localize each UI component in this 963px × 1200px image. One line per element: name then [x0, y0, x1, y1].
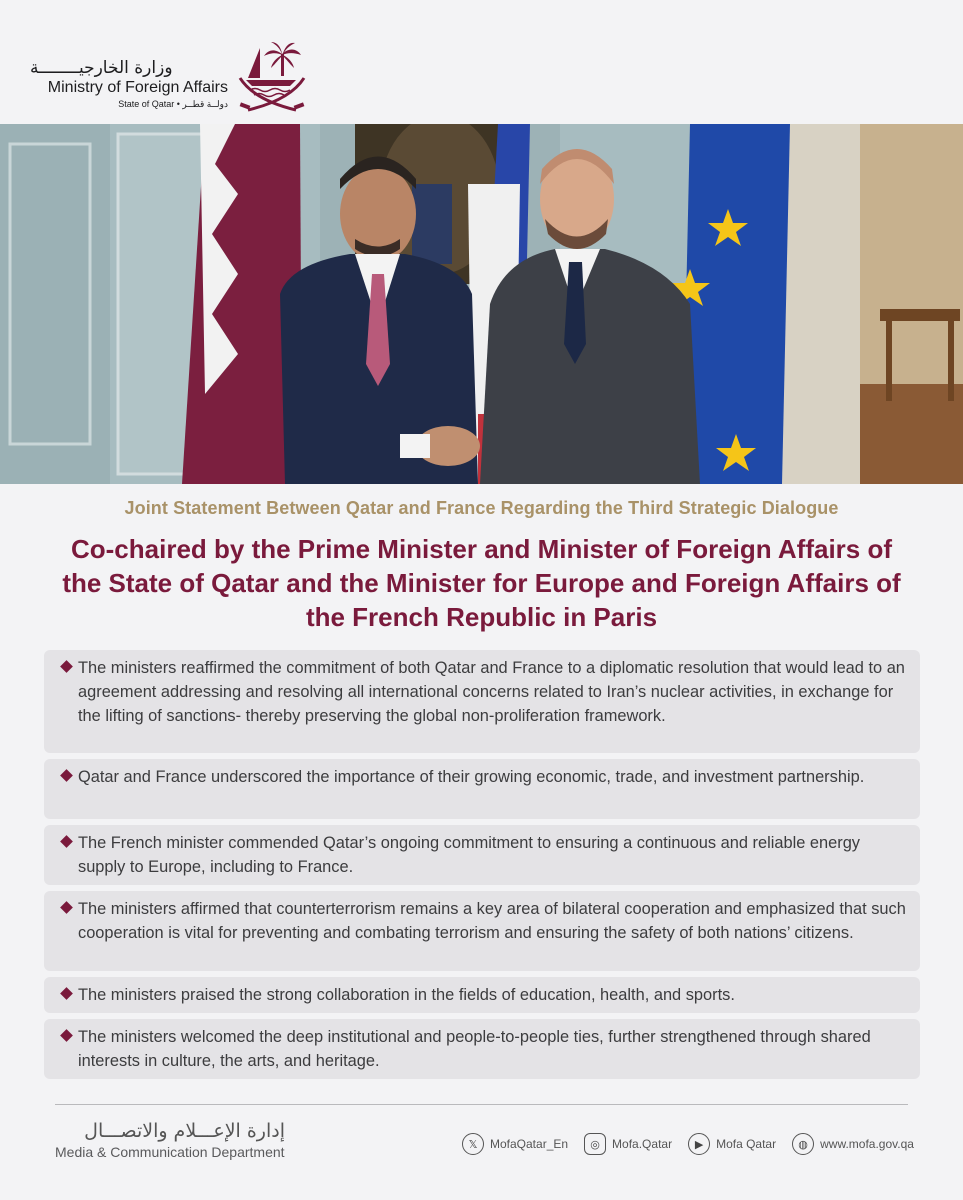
header	[0, 0, 963, 124]
list-item	[44, 825, 920, 885]
list-item-text: The ministers reaffirmed the commitment of both Qatar and France to a diplomatic resolution that would lead to an agreement addressing and resolving all international concerns related to Iran’s nuclear activities, in exchange for the lifting of sanctions- thereby preserving the global non-proliferation framework.	[78, 659, 905, 725]
state-of-qatar-label: State of Qatar • دولــة قطــر	[118, 99, 228, 109]
statement-headline: Co-chaired by the Prime Minister and Minister of Foreign Affairs of the State of Qatar and the Minister for Europe and Foreign Affairs of the French Republic in Paris	[62, 534, 901, 632]
youtube-handle: Mofa Qatar	[716, 1137, 777, 1151]
x-handle: MofaQatar_En	[490, 1137, 569, 1151]
department-name-arabic: إدارة الإعـــلام والاتصـــال	[84, 1120, 285, 1142]
youtube-icon: ▶	[688, 1133, 710, 1155]
list-item-text: The French minister commended Qatar’s ongoing commitment to ensuring a continuous and reliable energy supply to Europe, including to France.	[78, 834, 861, 876]
list-item-text: The ministers affirmed that counterterrorism remains a key area of bilateral cooperation and emphasized that such cooperation is vital for preventing and combating terrorism and ensuring the safety of both nations’ citizens.	[78, 900, 906, 942]
x-link[interactable]	[462, 1133, 568, 1155]
statement-points-list	[44, 650, 920, 1085]
qatar-emblem-icon	[234, 38, 310, 114]
x-icon: 𝕏	[462, 1133, 484, 1155]
footer-divider	[55, 1104, 908, 1105]
diamond-bullet-icon	[60, 1029, 73, 1042]
globe-icon: ◍	[792, 1133, 814, 1155]
list-item	[44, 977, 920, 1013]
statement-kicker: Joint Statement Between Qatar and France Regarding the Third Strategic Dialogue	[124, 498, 839, 518]
website-url: www.mofa.gov.qa	[820, 1137, 914, 1151]
instagram-link[interactable]	[584, 1133, 672, 1155]
social-links	[462, 1133, 930, 1155]
ministers-handshake-photo	[0, 124, 963, 484]
website-link[interactable]	[792, 1133, 914, 1155]
ministry-name-english: Ministry of Foreign Affairs	[47, 79, 228, 96]
diamond-bullet-icon	[60, 769, 73, 782]
list-item	[44, 1019, 920, 1079]
list-item	[44, 650, 920, 753]
instagram-handle: Mofa.Qatar	[612, 1137, 673, 1151]
diamond-bullet-icon	[60, 987, 73, 1000]
diamond-bullet-icon	[60, 660, 73, 673]
ministry-logo-text	[28, 58, 228, 110]
list-item	[44, 891, 920, 971]
department-name-english: Media & Communication Department	[55, 1144, 285, 1160]
list-item-text: Qatar and France underscored the importance of their growing economic, trade, and investment partnership.	[78, 768, 865, 786]
list-item-text: The ministers praised the strong collaboration in the fields of education, health, and sports.	[78, 986, 735, 1004]
diamond-bullet-icon	[60, 835, 73, 848]
ministry-name-arabic: وزارة الخارجيــــــــة	[30, 58, 173, 78]
youtube-link[interactable]	[688, 1133, 776, 1155]
list-item-text: The ministers welcomed the deep institutional and people-to-people ties, further strengthened through shared interests in culture, the arts, and heritage.	[78, 1028, 871, 1070]
list-item	[44, 759, 920, 819]
diamond-bullet-icon	[60, 901, 73, 914]
instagram-icon: ◎	[584, 1133, 606, 1155]
